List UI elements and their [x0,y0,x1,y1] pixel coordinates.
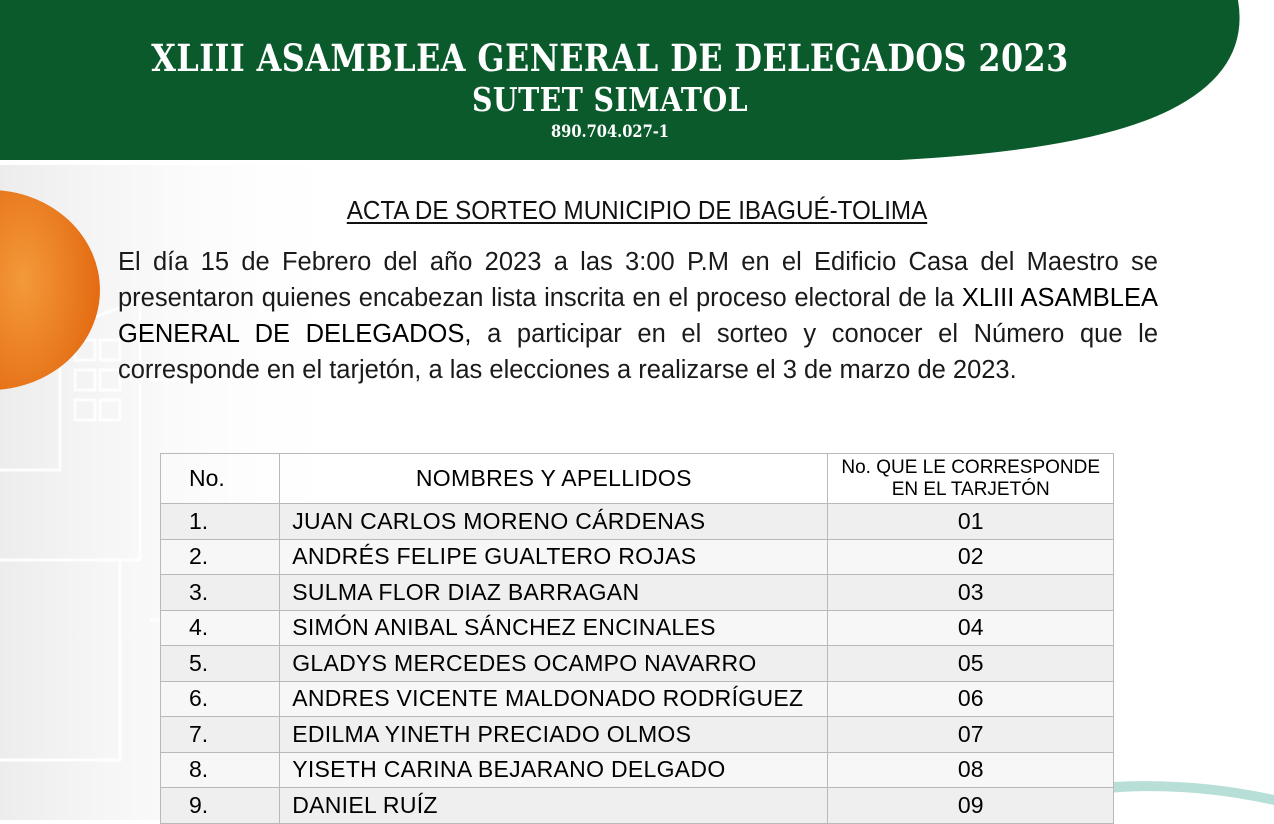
row-number: 06 [828,681,1114,717]
header-no: No. [161,454,280,504]
row-no: 1. [161,504,280,540]
nit-number: 890.704.027-1 [551,122,669,142]
header-number [828,454,1114,504]
row-name: YISETH CARINA BEJARANO DELGADO [280,752,828,788]
row-name: EDILMA YINETH PRECIADO OLMOS [280,717,828,753]
header-name: NOMBRES Y APELLIDOS [280,454,828,504]
row-name: SULMA FLOR DIAZ BARRAGAN [280,575,828,611]
header-number-line-2: EN EL TARJETÓN [891,478,1050,500]
row-name: SIMÓN ANIBAL SÁNCHEZ ENCINALES [280,610,828,646]
intro-paragraph [118,244,1158,388]
row-no: 3. [161,575,280,611]
table-row [161,717,1114,753]
table-row [161,539,1114,575]
row-name: JUAN CARLOS MORENO CÁRDENAS [280,504,828,540]
row-no: 7. [161,717,280,753]
row-number: 07 [828,717,1114,753]
row-number: 03 [828,575,1114,611]
header-number-line-1: No. QUE LE CORRESPONDE [841,456,1101,478]
row-number: 01 [828,504,1114,540]
table-row [161,610,1114,646]
row-no: 6. [161,681,280,717]
header-banner [0,0,1274,165]
assembly-title: XLIII ASAMBLEA GENERAL DE DELEGADOS 2023 [151,36,1069,80]
row-name: ANDRES VICENTE MALDONADO RODRÍGUEZ [280,681,828,717]
row-no: 4. [161,610,280,646]
row-name: GLADYS MERCEDES OCAMPO NAVARRO [280,646,828,682]
row-number: 08 [828,752,1114,788]
row-name: DANIEL RUÍZ [280,788,828,824]
row-name: ANDRÉS FELIPE GUALTERO ROJAS [280,539,828,575]
draw-results-table [160,453,1114,824]
paragraph-part-1: El día 15 de Febrero del año 2023 a las 3:00 P.M en el Edificio Casa del Maestro se presentaron quienes encabezan lista inscrita en el proceso electoral de la [118,248,1158,312]
row-number: 02 [828,539,1114,575]
document-title: ACTA DE SORTEO MUNICIPIO DE IBAGUÉ-TOLIMA [346,195,928,225]
table-row [161,788,1114,824]
paragraph-emphasis: XLIII ASAMBLEA GENERAL DE DELEGADOS, [118,284,1158,348]
table-header-row [161,454,1114,504]
table-row [161,681,1114,717]
table-row [161,575,1114,611]
row-no: 8. [161,752,280,788]
table-row [161,504,1114,540]
row-no: 5. [161,646,280,682]
row-number: 09 [828,788,1114,824]
table-row [161,646,1114,682]
table-row [161,752,1114,788]
union-name: SUTET SIMATOL [471,80,749,119]
paragraph-part-2: a participar en el sorteo y conocer el Número que le corresponde en el tarjetón, a las elecciones a realizarse el 3 de marzo de 2023. [118,320,1158,384]
row-number: 05 [828,646,1114,682]
row-no: 2. [161,539,280,575]
row-number: 04 [828,610,1114,646]
row-no: 9. [161,788,280,824]
